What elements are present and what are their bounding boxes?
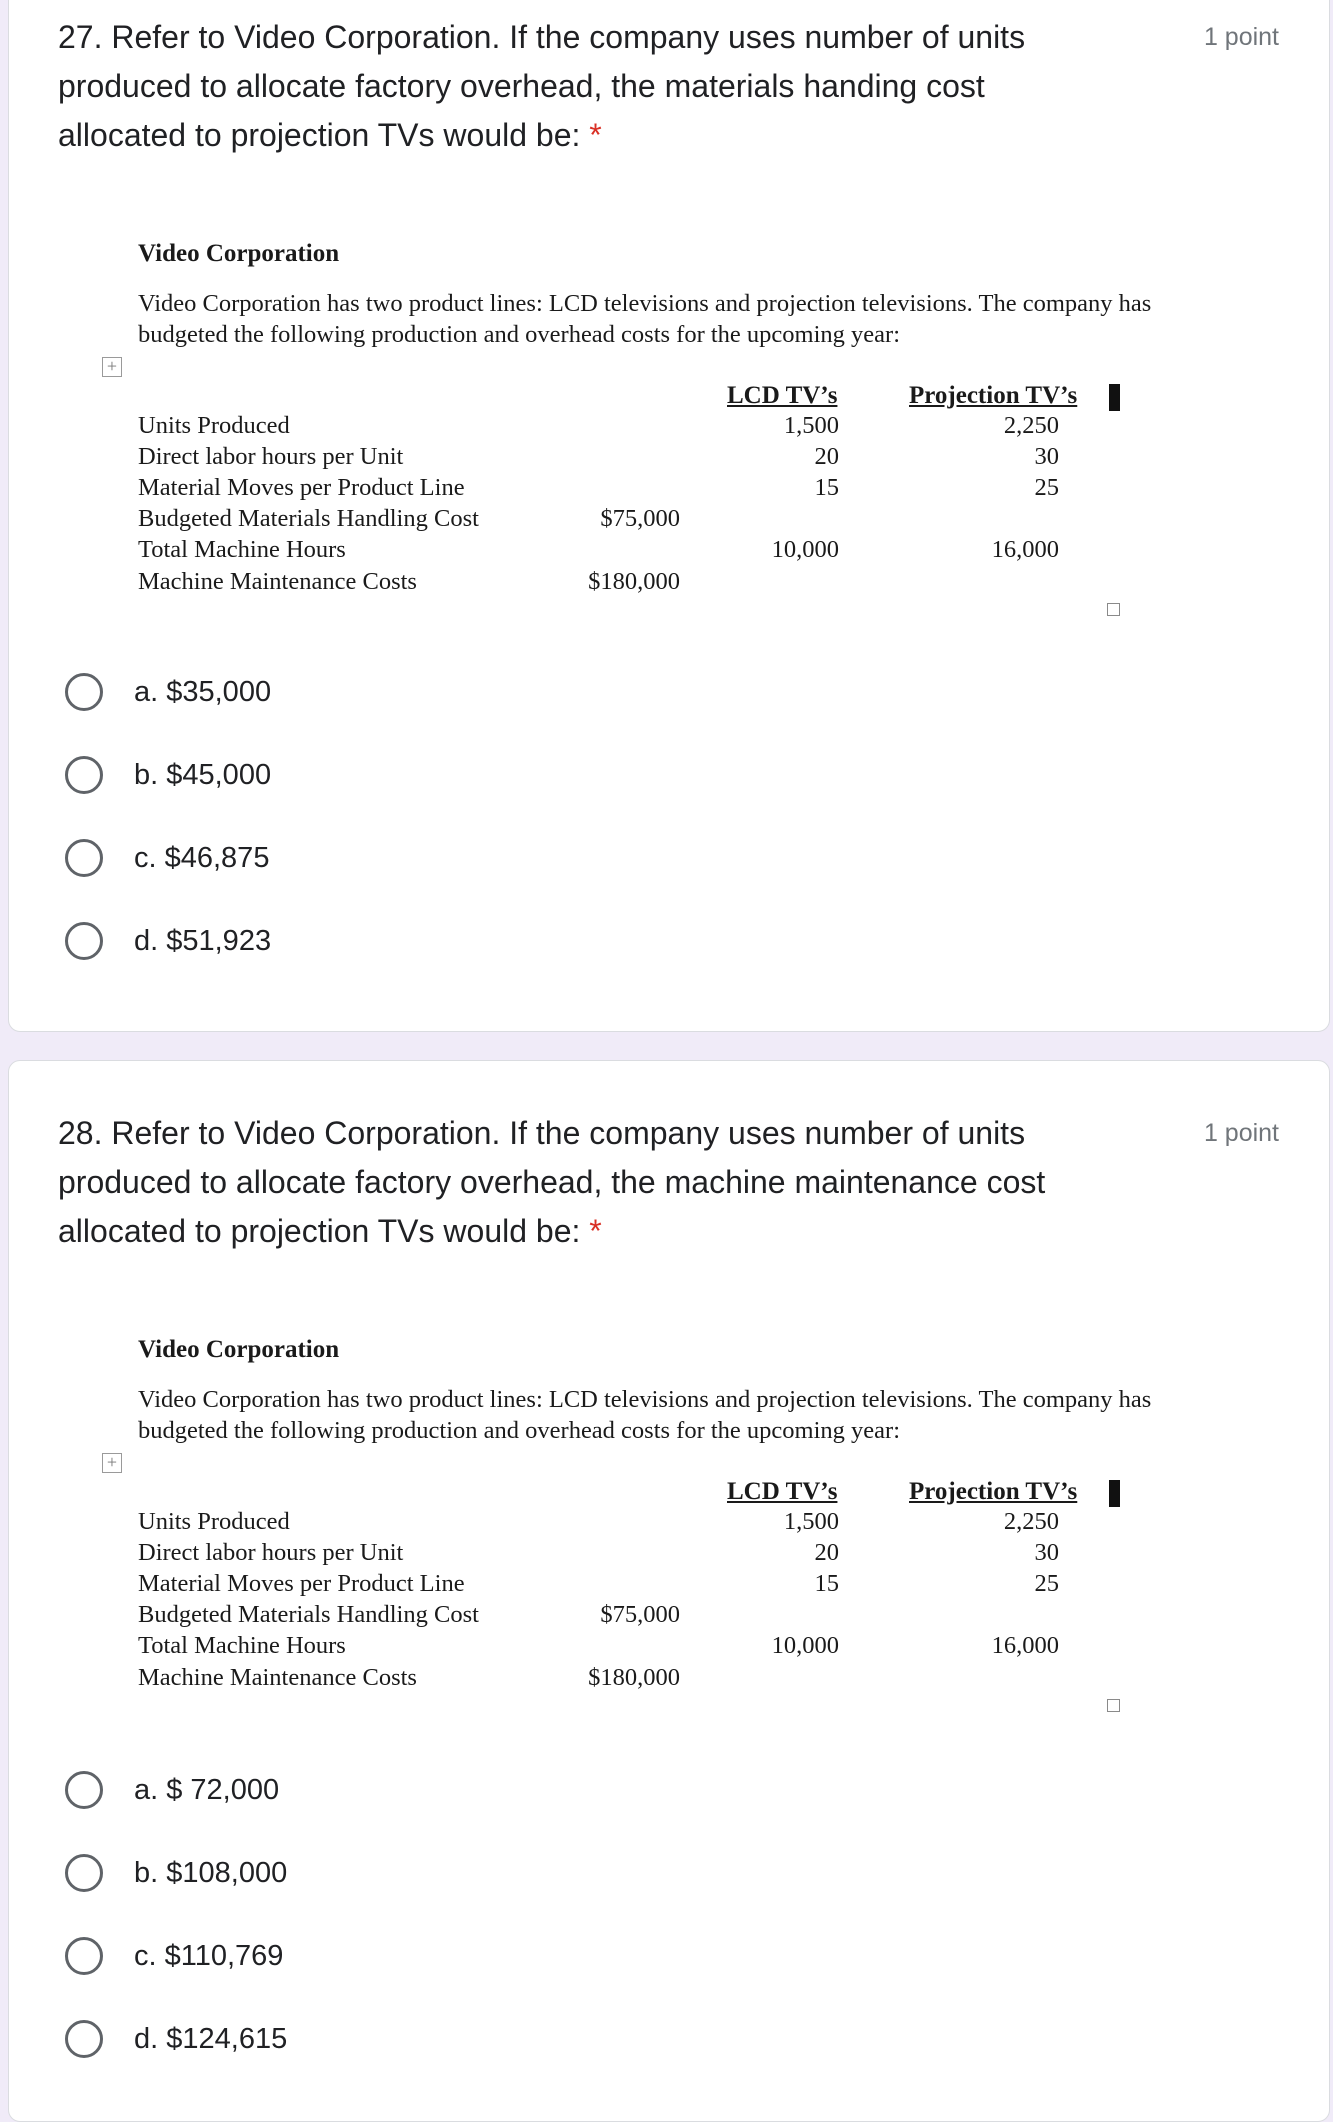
question-image [97, 240, 1247, 595]
question-card-27 [8, 0, 1330, 1032]
option-c[interactable] [65, 833, 269, 883]
figure-title: Video Corporation [138, 240, 340, 267]
option-d[interactable] [65, 916, 271, 966]
cell-total: $75,000 [600, 505, 680, 532]
option-a[interactable] [65, 667, 271, 717]
column-header-projection: Projection TV’s [909, 382, 1078, 409]
option-b[interactable] [65, 750, 271, 800]
checkbox-icon [1107, 603, 1120, 616]
question-title [58, 1109, 1118, 1256]
question-title [58, 13, 1118, 160]
expand-icon[interactable]: + [102, 1453, 122, 1473]
option-c[interactable] [65, 1931, 283, 1981]
column-header-lcd: LCD TV’s [727, 1478, 838, 1505]
figure-description: Video Corporation has two product lines: LCD televisions and projection televisions. The company has budgeted the following production and overhead costs for the upcoming year: [138, 1386, 1152, 1444]
row-label: Units Produced [138, 1508, 290, 1535]
cell-total: $180,000 [588, 1664, 680, 1691]
column-header-lcd: LCD TV’s [727, 382, 838, 409]
cell-lcd: 15 [814, 1570, 839, 1597]
option-label: a. $ 72,000 [134, 1773, 280, 1806]
row-label: Total Machine Hours [138, 536, 346, 563]
row-label: Material Moves per Product Line [138, 1570, 465, 1597]
cursor-marker [1109, 384, 1120, 411]
row-label: Direct labor hours per Unit [138, 1539, 404, 1566]
question-text: 28. Refer to Video Corporation. If the company uses number of units produced to allocate factory overhead, the machine maintenance cost allocated to projection TVs would be: [58, 1115, 1046, 1249]
option-label: c. $46,875 [134, 841, 270, 874]
cell-projection: 30 [1034, 1539, 1059, 1566]
radio-button[interactable] [65, 1854, 103, 1892]
question-image [97, 1336, 1247, 1691]
option-label: d. $124,615 [134, 2022, 288, 2055]
question-text: 27. Refer to Video Corporation. If the company uses number of units produced to allocate factory overhead, the materials handing cost allocated to projection TVs would be: [58, 19, 1026, 153]
cell-lcd: 10,000 [771, 536, 839, 563]
checkbox-icon [1107, 1699, 1120, 1712]
required-asterisk: * [589, 1213, 602, 1249]
option-d[interactable] [65, 2014, 287, 2064]
cell-lcd: 10,000 [771, 1632, 839, 1659]
cell-lcd: 15 [814, 474, 839, 501]
column-header-projection: Projection TV’s [909, 1478, 1078, 1505]
row-label: Machine Maintenance Costs [138, 568, 417, 595]
cell-projection: 25 [1034, 1570, 1059, 1597]
option-label: a. $35,000 [134, 675, 272, 708]
cell-lcd: 20 [814, 1539, 839, 1566]
cell-projection: 30 [1034, 443, 1059, 470]
option-label: c. $110,769 [134, 1939, 284, 1972]
cell-projection: 16,000 [991, 536, 1059, 563]
radio-button[interactable] [65, 839, 103, 877]
row-label: Budgeted Materials Handling Cost [138, 1601, 479, 1628]
radio-button[interactable] [65, 1771, 103, 1809]
option-label: b. $45,000 [134, 758, 272, 791]
option-label: d. $51,923 [134, 924, 272, 957]
option-label: b. $108,000 [134, 1856, 288, 1889]
cell-lcd: 20 [814, 443, 839, 470]
figure-description: Video Corporation has two product lines: LCD televisions and projection televisions. The company has budgeted the following production and overhead costs for the upcoming year: [138, 290, 1152, 348]
row-label: Budgeted Materials Handling Cost [138, 505, 479, 532]
required-asterisk: * [589, 117, 602, 153]
radio-button[interactable] [65, 2020, 103, 2058]
option-a[interactable] [65, 1765, 279, 1815]
question-card-28 [8, 1060, 1330, 2122]
row-label: Material Moves per Product Line [138, 474, 465, 501]
cell-total: $75,000 [600, 1601, 680, 1628]
cell-projection: 25 [1034, 474, 1059, 501]
cell-lcd: 1,500 [783, 412, 839, 439]
cell-lcd: 1,500 [783, 1508, 839, 1535]
points-label: 1 point [1203, 1119, 1279, 1147]
cursor-marker [1109, 1480, 1120, 1507]
option-b[interactable] [65, 1848, 287, 1898]
points-label: 1 point [1203, 23, 1279, 51]
expand-icon[interactable]: + [102, 357, 122, 377]
row-label: Total Machine Hours [138, 1632, 346, 1659]
radio-button[interactable] [65, 922, 103, 960]
radio-button[interactable] [65, 673, 103, 711]
row-label: Units Produced [138, 412, 290, 439]
radio-button[interactable] [65, 756, 103, 794]
cell-projection: 2,250 [1003, 412, 1059, 439]
cell-projection: 2,250 [1003, 1508, 1059, 1535]
radio-button[interactable] [65, 1937, 103, 1975]
cell-total: $180,000 [588, 568, 680, 595]
row-label: Machine Maintenance Costs [138, 1664, 417, 1691]
row-label: Direct labor hours per Unit [138, 443, 404, 470]
cell-projection: 16,000 [991, 1632, 1059, 1659]
figure-title: Video Corporation [138, 1336, 340, 1363]
